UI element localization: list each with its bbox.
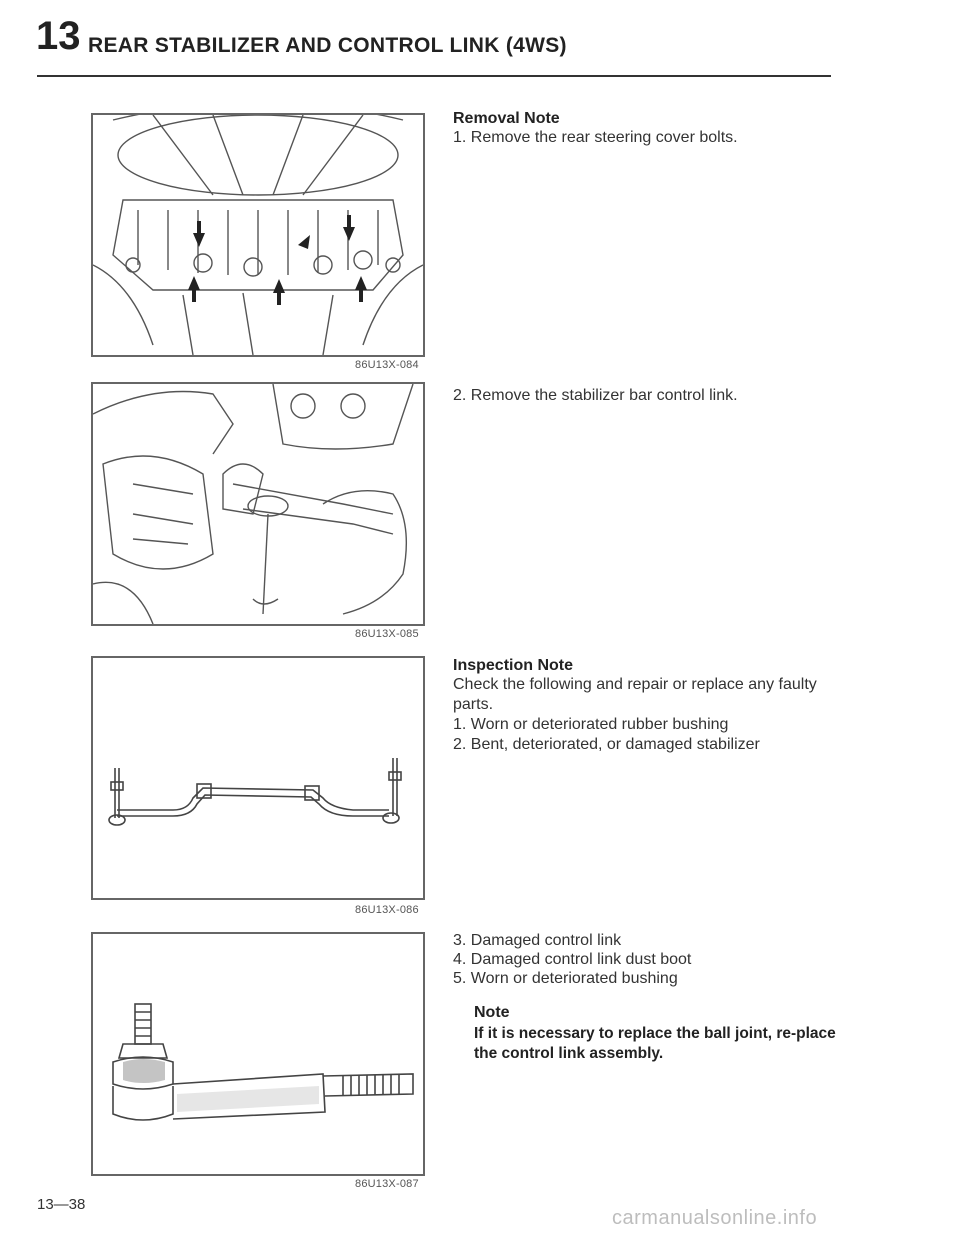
note-text: If it is necessary to replace the ball joint, re-place the control link assembly.: [474, 1025, 836, 1062]
control-link-illustration: [93, 934, 423, 1174]
removal-note-heading: Removal Note: [453, 110, 560, 127]
watermark: carmanualsonline.info: [612, 1207, 818, 1229]
figure-code: 86U13X-085: [355, 628, 419, 640]
inspection-note-heading: Inspection Note: [453, 657, 574, 674]
figure-control-link-removal: [91, 382, 425, 626]
inspection-item: 2. Bent, deteriorated, or damaged stabilizer: [453, 736, 760, 753]
link-removal-illustration: [93, 384, 423, 624]
inspection-item: 1. Worn or deteriorated rubber bushing: [453, 716, 729, 733]
figure-stabilizer-bar: [91, 656, 425, 900]
figure-control-link: [91, 932, 425, 1176]
inspection-intro: Check the following and repair or replace any faulty parts.: [453, 676, 817, 713]
figure-code: 86U13X-086: [355, 904, 419, 916]
removal-step-2: 2. Remove the stabilizer bar control link.: [453, 387, 738, 404]
inspection-item: 4. Damaged control link dust boot: [453, 951, 692, 968]
figure-cover-bolts: [91, 113, 425, 357]
inspection-item: 5. Worn or deteriorated bushing: [453, 970, 678, 987]
header-rule: [37, 75, 831, 77]
note-heading: Note: [474, 1004, 510, 1021]
removal-step-1: 1. Remove the rear steering cover bolts.: [453, 129, 738, 146]
page-title: REAR STABILIZER AND CONTROL LINK (4WS): [88, 34, 567, 57]
cover-bolts-illustration: [93, 115, 423, 355]
figure-code: 86U13X-087: [355, 1178, 419, 1190]
inspection-item: 3. Damaged control link: [453, 932, 622, 949]
figure-code: 86U13X-084: [355, 359, 419, 371]
page-number: 13—38: [37, 1196, 86, 1213]
chapter-number: 13: [36, 14, 81, 58]
stabilizer-bar-illustration: [93, 658, 423, 898]
